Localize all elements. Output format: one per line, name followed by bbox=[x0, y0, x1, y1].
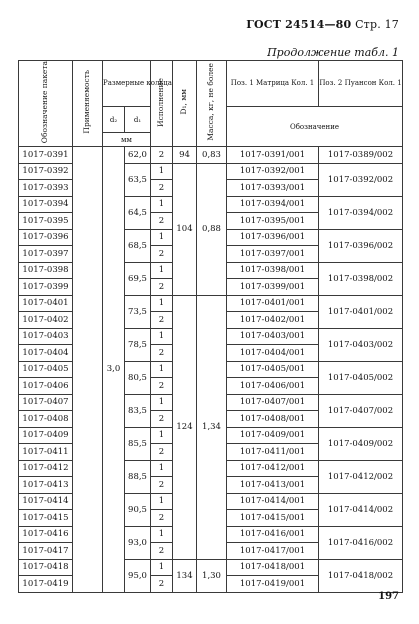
D1-cell: 124 bbox=[173, 295, 197, 559]
matrix-code: 1017-0411/001 bbox=[227, 444, 319, 461]
mass-cell: 1,30 bbox=[197, 559, 227, 592]
mass-cell: 0,83 bbox=[197, 147, 227, 164]
matrix-code: 1017-0393/001 bbox=[227, 180, 319, 197]
variant-cell: 2 bbox=[151, 213, 173, 230]
variant-cell: 2 bbox=[151, 180, 173, 197]
punch-code: 1017-0403/002 bbox=[319, 328, 403, 361]
punch-code: 1017-0389/002 bbox=[319, 147, 403, 164]
package-code: 1017-0419 bbox=[19, 576, 73, 593]
punch-code: 1017-0407/002 bbox=[319, 394, 403, 427]
variant-cell: 1 bbox=[151, 295, 173, 312]
matrix-code: 1017-0401/001 bbox=[227, 295, 319, 312]
col-mass: Масса, кг, не более bbox=[197, 61, 227, 147]
col-designation-sub: Обозначение bbox=[227, 107, 403, 147]
matrix-code: 1017-0406/001 bbox=[227, 378, 319, 395]
package-code: 1017-0414 bbox=[19, 493, 73, 510]
punch-code: 1017-0398/002 bbox=[319, 262, 403, 295]
matrix-code: 1017-0414/001 bbox=[227, 493, 319, 510]
matrix-code: 1017-0404/001 bbox=[227, 345, 319, 362]
matrix-code: 1017-0399/001 bbox=[227, 279, 319, 296]
package-code: 1017-0397 bbox=[19, 246, 73, 263]
variant-cell: 1 bbox=[151, 196, 173, 213]
punch-code: 1017-0392/002 bbox=[319, 163, 403, 196]
package-code: 1017-0391 bbox=[19, 147, 73, 164]
col-applicability: Применяемость bbox=[73, 61, 103, 147]
d1-cell: 78,5 bbox=[125, 328, 151, 361]
col-pos1: Поз. 1 Матрица Кол. 1 bbox=[227, 61, 319, 107]
page-label: Стр. 17 bbox=[355, 18, 399, 31]
package-code: 1017-0408 bbox=[19, 411, 73, 428]
punch-code: 1017-0405/002 bbox=[319, 361, 403, 394]
table-body bbox=[19, 147, 403, 593]
matrix-code: 1017-0403/001 bbox=[227, 328, 319, 345]
d1-cell: 64,5 bbox=[125, 196, 151, 229]
d1-cell: 62,0 bbox=[125, 147, 151, 164]
punch-code: 1017-0409/002 bbox=[319, 427, 403, 460]
matrix-code: 1017-0408/001 bbox=[227, 411, 319, 428]
d1-cell: 85,5 bbox=[125, 427, 151, 460]
matrix-code: 1017-0412/001 bbox=[227, 460, 319, 477]
variant-cell: 2 bbox=[151, 477, 173, 494]
punch-code: 1017-0412/002 bbox=[319, 460, 403, 493]
matrix-code: 1017-0405/001 bbox=[227, 361, 319, 378]
standard-header bbox=[246, 18, 399, 31]
d1-cell: 93,0 bbox=[125, 526, 151, 559]
punch-code: 1017-0401/002 bbox=[319, 295, 403, 328]
col-d2: d₂ bbox=[103, 107, 125, 133]
mass-cell: 0,88 bbox=[197, 163, 227, 295]
variant-cell: 1 bbox=[151, 361, 173, 378]
variant-cell: 2 bbox=[151, 576, 173, 593]
spec-table bbox=[18, 60, 403, 593]
package-code: 1017-0406 bbox=[19, 378, 73, 395]
D1-cell: 104 bbox=[173, 163, 197, 295]
matrix-code: 1017-0415/001 bbox=[227, 510, 319, 527]
matrix-code: 1017-0391/001 bbox=[227, 147, 319, 164]
variant-cell: 2 bbox=[151, 378, 173, 395]
col-designation: Обозначение пакета bbox=[19, 61, 73, 147]
punch-code: 1017-0416/002 bbox=[319, 526, 403, 559]
d2-cell: 3,0 bbox=[103, 147, 125, 593]
punch-code: 1017-0418/002 bbox=[319, 559, 403, 592]
col-D1: D₁, мм bbox=[173, 61, 197, 147]
package-code: 1017-0404 bbox=[19, 345, 73, 362]
variant-cell: 1 bbox=[151, 526, 173, 543]
variant-cell: 2 bbox=[151, 345, 173, 362]
variant-cell: 1 bbox=[151, 262, 173, 279]
package-code: 1017-0401 bbox=[19, 295, 73, 312]
matrix-code: 1017-0416/001 bbox=[227, 526, 319, 543]
package-code: 1017-0415 bbox=[19, 510, 73, 527]
package-code: 1017-0394 bbox=[19, 196, 73, 213]
package-code: 1017-0398 bbox=[19, 262, 73, 279]
matrix-code: 1017-0419/001 bbox=[227, 576, 319, 593]
variant-cell: 1 bbox=[151, 229, 173, 246]
matrix-code: 1017-0395/001 bbox=[227, 213, 319, 230]
col-mm: мм bbox=[103, 133, 151, 147]
d1-cell: 73,5 bbox=[125, 295, 151, 328]
package-code: 1017-0402 bbox=[19, 312, 73, 329]
d1-cell: 69,5 bbox=[125, 262, 151, 295]
variant-cell: 1 bbox=[151, 163, 173, 180]
standard-number: ГОСТ 24514—80 bbox=[246, 18, 352, 31]
variant-cell: 1 bbox=[151, 493, 173, 510]
variant-cell: 1 bbox=[151, 328, 173, 345]
d1-cell: 88,5 bbox=[125, 460, 151, 493]
mass-cell: 1,34 bbox=[197, 295, 227, 559]
matrix-code: 1017-0402/001 bbox=[227, 312, 319, 329]
d1-cell: 90,5 bbox=[125, 493, 151, 526]
variant-cell: 2 bbox=[151, 312, 173, 329]
table-row bbox=[19, 147, 403, 164]
col-variant: Исполнение bbox=[151, 61, 173, 147]
d1-cell: 63,5 bbox=[125, 163, 151, 196]
variant-cell: 1 bbox=[151, 559, 173, 576]
D1-cell: 134 bbox=[173, 559, 197, 592]
d1-cell: 95,0 bbox=[125, 559, 151, 592]
matrix-code: 1017-0413/001 bbox=[227, 477, 319, 494]
package-code: 1017-0416 bbox=[19, 526, 73, 543]
variant-cell: 1 bbox=[151, 460, 173, 477]
variant-cell: 1 bbox=[151, 427, 173, 444]
package-code: 1017-0413 bbox=[19, 477, 73, 494]
variant-cell: 2 bbox=[151, 543, 173, 560]
package-code: 1017-0393 bbox=[19, 180, 73, 197]
package-code: 1017-0396 bbox=[19, 229, 73, 246]
d1-cell: 80,5 bbox=[125, 361, 151, 394]
matrix-code: 1017-0396/001 bbox=[227, 229, 319, 246]
table-caption: Продолжение табл. 1 bbox=[267, 46, 399, 59]
variant-cell: 1 bbox=[151, 394, 173, 411]
package-code: 1017-0407 bbox=[19, 394, 73, 411]
package-code: 1017-0409 bbox=[19, 427, 73, 444]
matrix-code: 1017-0407/001 bbox=[227, 394, 319, 411]
variant-cell: 2 bbox=[151, 279, 173, 296]
matrix-code: 1017-0398/001 bbox=[227, 262, 319, 279]
col-ring-sizes: Размерные кольца bbox=[103, 61, 151, 107]
variant-cell: 2 bbox=[151, 411, 173, 428]
col-d1: d₁ bbox=[125, 107, 151, 133]
matrix-code: 1017-0418/001 bbox=[227, 559, 319, 576]
page-number: 197 bbox=[378, 591, 399, 602]
matrix-code: 1017-0394/001 bbox=[227, 196, 319, 213]
package-code: 1017-0403 bbox=[19, 328, 73, 345]
variant-cell: 2 bbox=[151, 510, 173, 527]
matrix-code: 1017-0409/001 bbox=[227, 427, 319, 444]
punch-code: 1017-0394/002 bbox=[319, 196, 403, 229]
package-code: 1017-0411 bbox=[19, 444, 73, 461]
punch-code: 1017-0396/002 bbox=[319, 229, 403, 262]
package-code: 1017-0405 bbox=[19, 361, 73, 378]
matrix-code: 1017-0392/001 bbox=[227, 163, 319, 180]
variant-cell: 2 bbox=[151, 444, 173, 461]
D1-cell: 94 bbox=[173, 147, 197, 164]
applicability-cell bbox=[73, 147, 103, 593]
matrix-code: 1017-0397/001 bbox=[227, 246, 319, 263]
col-pos2: Поз. 2 Пуансон Кол. 1 bbox=[319, 61, 403, 107]
matrix-code: 1017-0417/001 bbox=[227, 543, 319, 560]
package-code: 1017-0412 bbox=[19, 460, 73, 477]
d1-cell: 83,5 bbox=[125, 394, 151, 427]
variant-cell: 2 bbox=[151, 246, 173, 263]
d1-cell: 68,5 bbox=[125, 229, 151, 262]
package-code: 1017-0392 bbox=[19, 163, 73, 180]
variant-cell: 2 bbox=[151, 147, 173, 164]
punch-code: 1017-0414/002 bbox=[319, 493, 403, 526]
package-code: 1017-0418 bbox=[19, 559, 73, 576]
package-code: 1017-0417 bbox=[19, 543, 73, 560]
package-code: 1017-0399 bbox=[19, 279, 73, 296]
package-code: 1017-0395 bbox=[19, 213, 73, 230]
